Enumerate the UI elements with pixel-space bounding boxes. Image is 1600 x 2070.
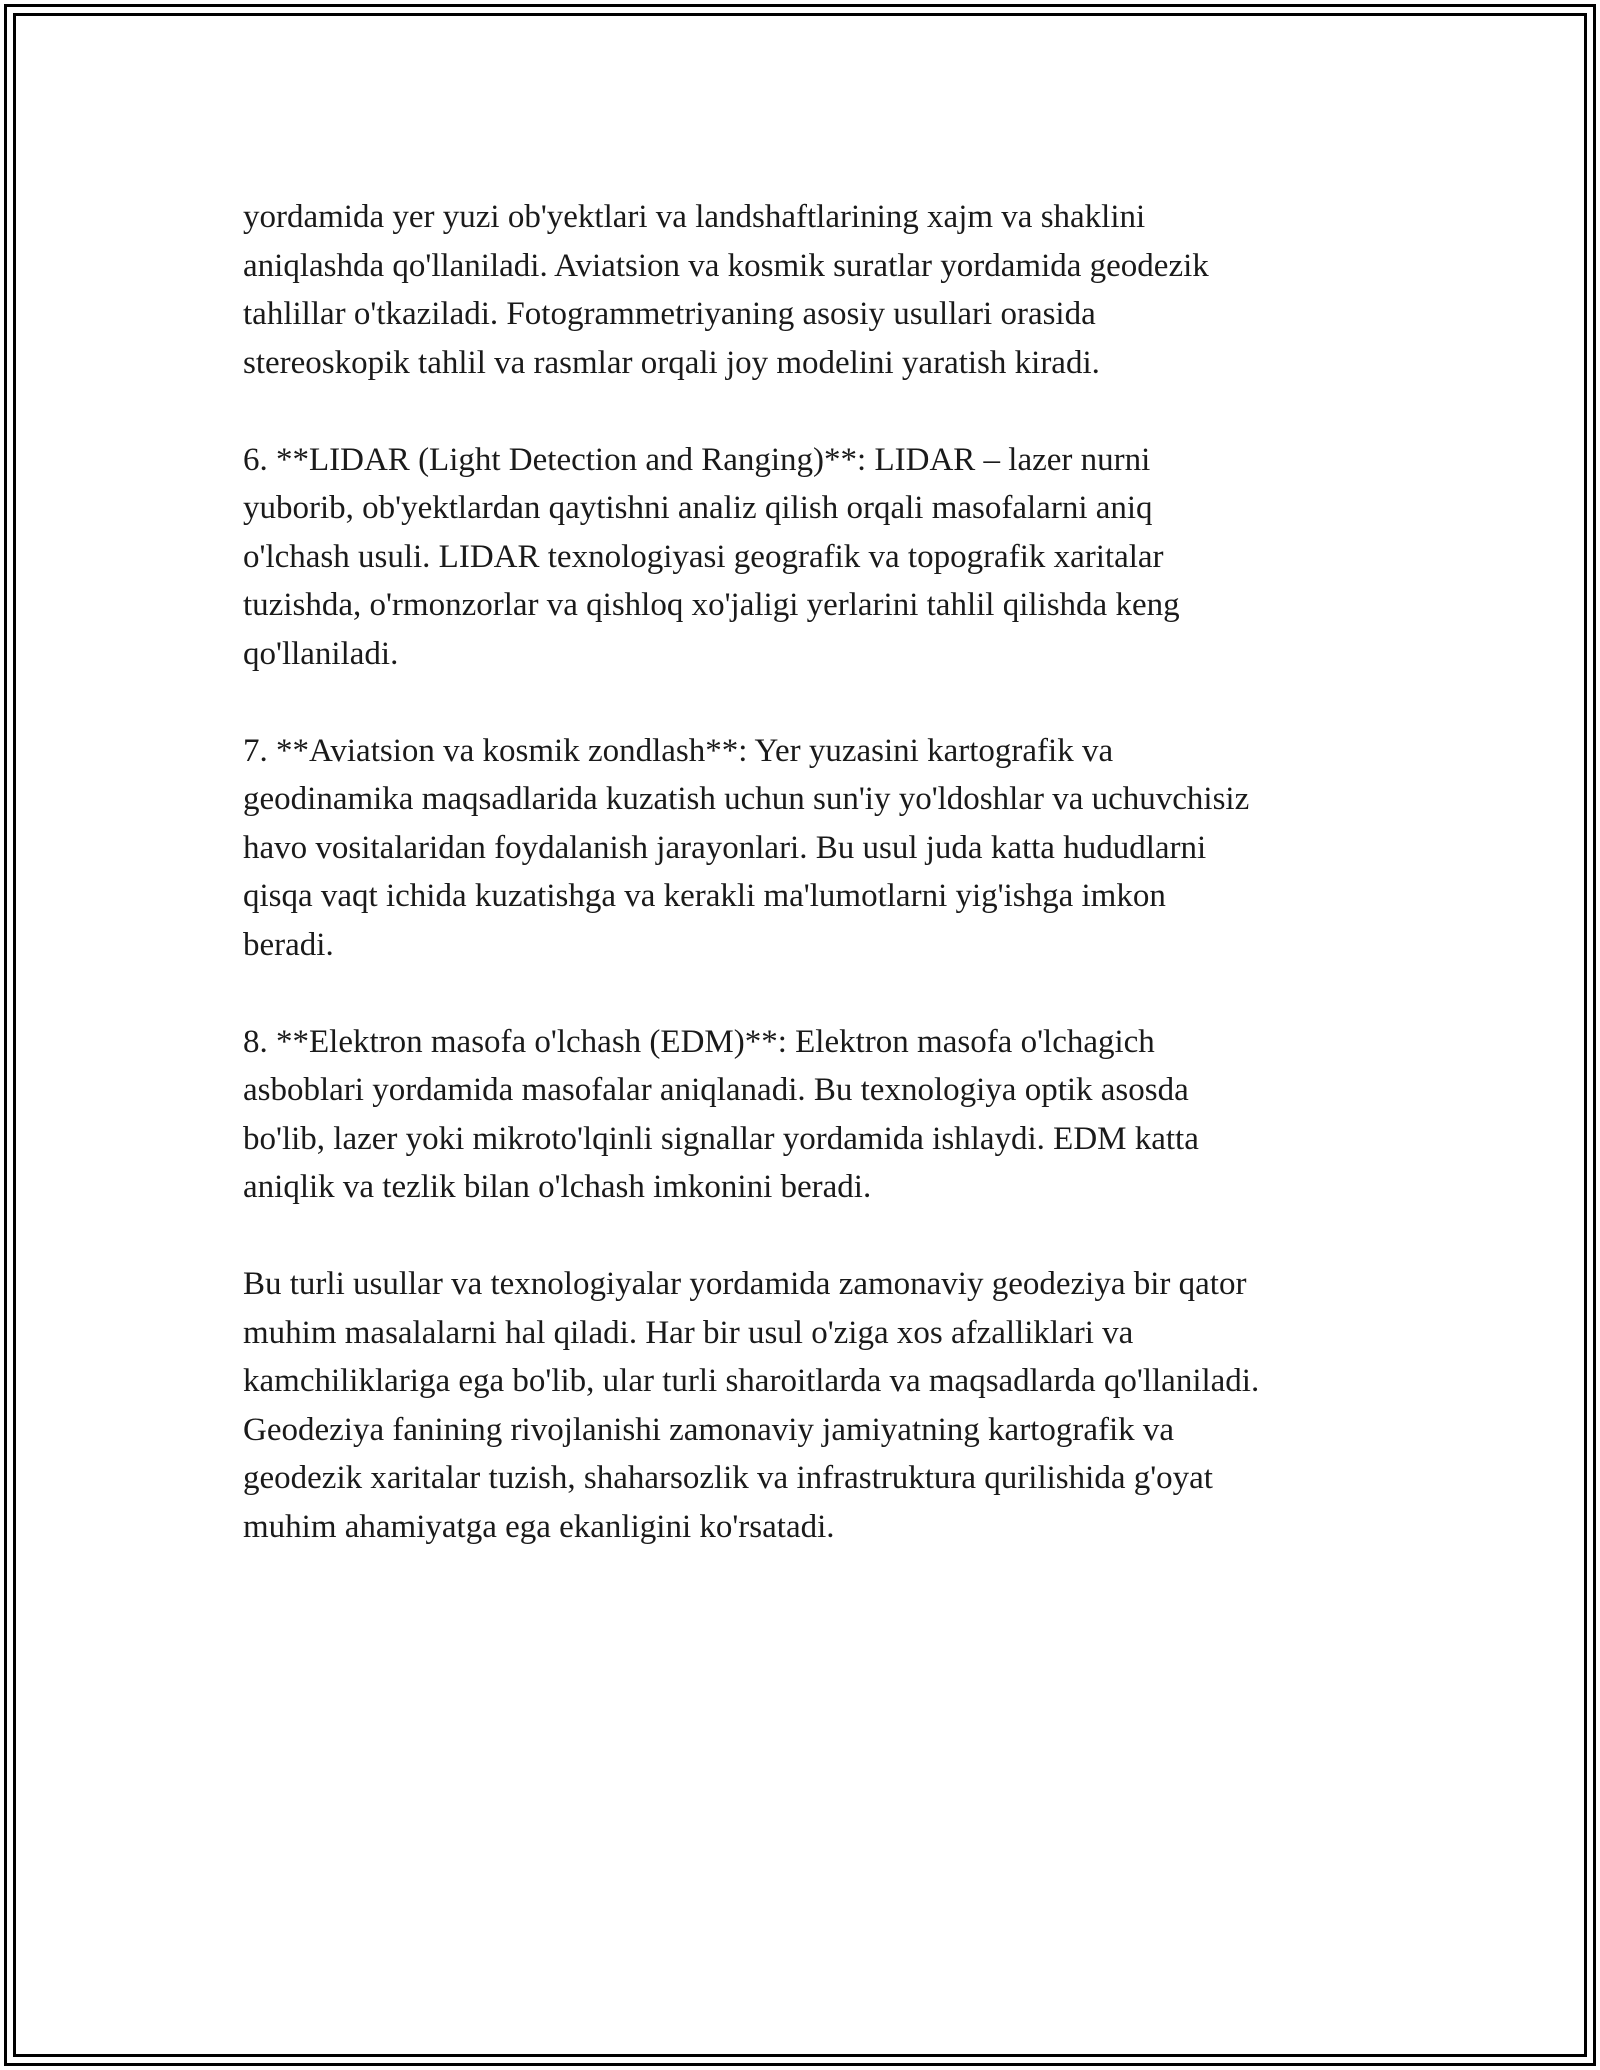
text-line: 6. **LIDAR (Light Detection and Ranging)**: LIDAR – lazer nurni bbox=[243, 441, 1151, 478]
text-line: muhim ahamiyatga ega ekanligini ko'rsatadi. bbox=[243, 1508, 835, 1545]
document-body bbox=[243, 193, 1383, 1600]
text-line: qo'llaniladi. bbox=[243, 635, 399, 672]
text-line: yuborib, ob'yektlardan qaytishni analiz qilish orqali masofalarni aniq bbox=[243, 490, 1153, 526]
text-line: beradi. bbox=[243, 926, 334, 963]
text-line: o'lchash usuli. LIDAR texnologiyasi geografik va topografik xaritalar bbox=[243, 538, 1164, 575]
text-line: geodezik xaritalar tuzish, shaharsozlik va infrastruktura qurilishida g'oyat bbox=[243, 1460, 1213, 1496]
paragraph-conclusion bbox=[243, 1260, 1383, 1551]
text-line: qisqa vaqt ichida kuzatishga va kerakli ma'lumotlarni yig'ishga imkon bbox=[243, 878, 1166, 914]
text-line: 7. **Aviatsion va kosmik zondlash**: Yer yuzasini kartografik va bbox=[243, 732, 1114, 769]
text-line: stereoskopik tahlil va rasmlar orqali joy modelini yaratish kiradi. bbox=[243, 344, 1100, 381]
text-line: aniqlashda qo'llaniladi. Aviatsion va kosmik suratlar yordamida geodezik bbox=[243, 247, 1209, 284]
text-line: tahlillar o'tkaziladi. Fotogrammetriyaning asosiy usullari orasida bbox=[243, 296, 1096, 332]
text-line: havo vositalaridan foydalanish jarayonlari. Bu usul juda katta hududlarni bbox=[243, 829, 1207, 866]
text-line: 8. **Elektron masofa o'lchash (EDM)**: Elektron masofa o'lchagich bbox=[243, 1023, 1155, 1060]
text-line: yordamida yer yuzi ob'yektlari va landshaftlarining xajm va shaklini bbox=[243, 199, 1146, 235]
text-line: bo'lib, lazer yoki mikroto'lqinli signallar yordamida ishlaydi. EDM katta bbox=[243, 1120, 1199, 1157]
text-line: kamchiliklariga ega bo'lib, ular turli sharoitlarda va maqsadlarda qo'llaniladi. bbox=[243, 1363, 1260, 1399]
text-line: Geodeziya fanining rivojlanishi zamonaviy jamiyatning kartografik va bbox=[243, 1411, 1175, 1448]
text-line: muhim masalalarni hal qiladi. Har bir usul o'ziga xos afzalliklari va bbox=[243, 1314, 1134, 1351]
paragraph-remote-sensing bbox=[243, 727, 1383, 970]
paragraph-edm bbox=[243, 1018, 1383, 1212]
text-line: aniqlik va tezlik bilan o'lchash imkonini beradi. bbox=[243, 1169, 872, 1205]
text-line: Bu turli usullar va texnologiyalar yordamida zamonaviy geodeziya bir qator bbox=[243, 1266, 1247, 1302]
paragraph-lidar bbox=[243, 436, 1383, 679]
page-frame bbox=[4, 4, 1596, 2066]
text-line: geodinamika maqsadlarida kuzatish uchun sun'iy yo'ldoshlar va uchuvchisiz bbox=[243, 781, 1250, 817]
text-line: asboblari yordamida masofalar aniqlanadi. Bu texnologiya optik asosda bbox=[243, 1072, 1189, 1108]
text-line: tuzishda, o'rmonzorlar va qishloq xo'jaligi yerlarini tahlil qilishda keng bbox=[243, 587, 1180, 623]
paragraph-photogrammetry-continued bbox=[243, 193, 1383, 387]
